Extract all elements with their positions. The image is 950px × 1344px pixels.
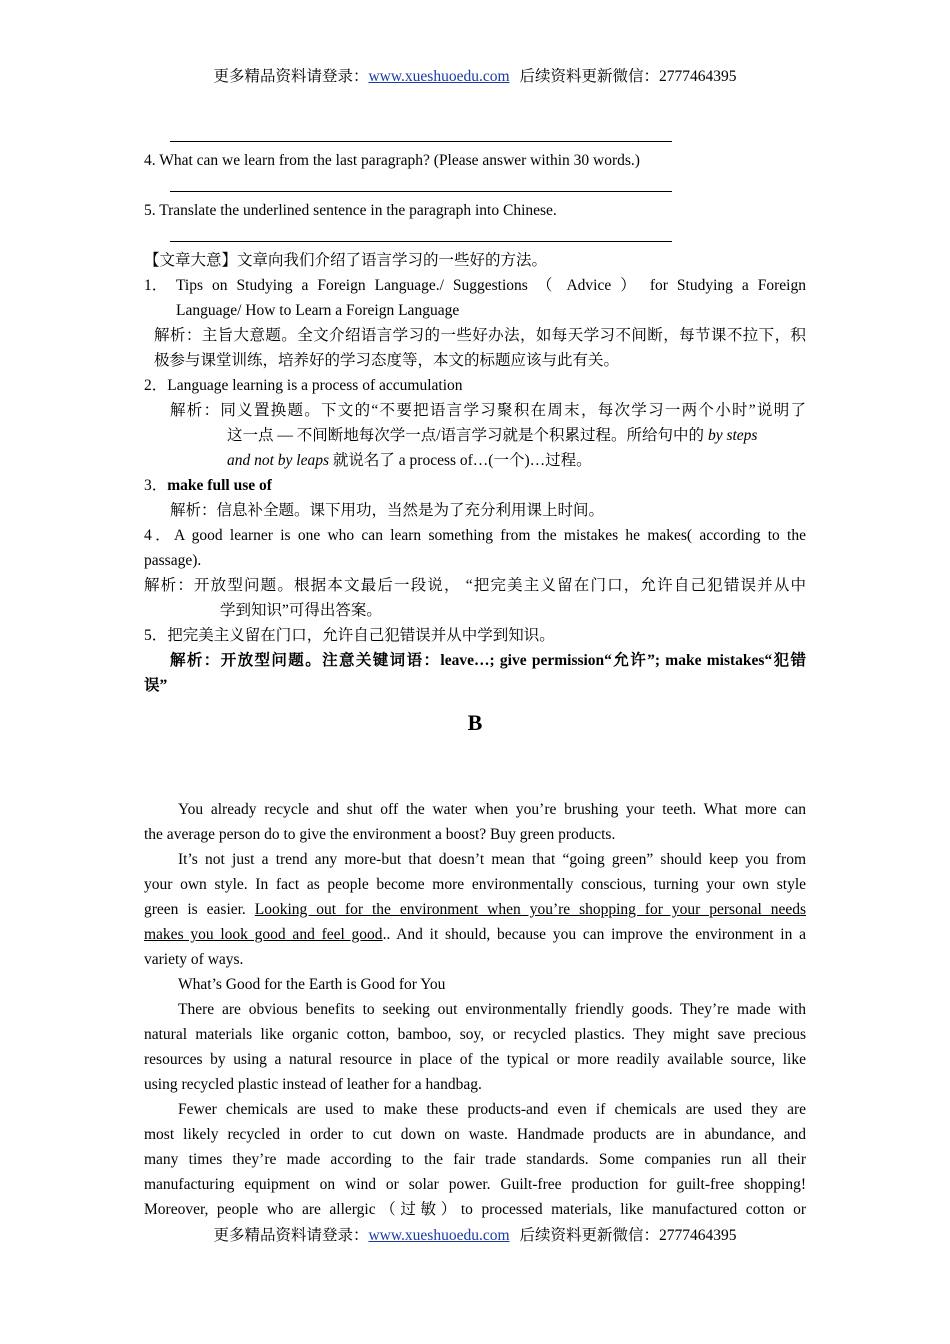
footer-link[interactable]: www.xueshuoedu.com <box>368 1227 510 1244</box>
answer-4-line-1: 4．A good learner is one who can learn something from the mistakes he makes( according to the <box>144 527 806 544</box>
section-title: B <box>467 710 483 735</box>
passage-text: .. And it should, because you can improve the environment in a <box>382 926 806 943</box>
quoted-phrase: by steps <box>707 427 758 444</box>
answer-5: 5．把完美主义留在门口，允许自己犯错误并从中学到知识。 <box>144 627 555 644</box>
answer-4-line-2: passage). <box>144 552 202 569</box>
answer-1-explanation: 解析：主旨大意题。全文介绍语言学习的一些好办法，如每天学习不间断，每节课不拉下，积 <box>154 327 806 344</box>
passage-p1-line-2: the average person do to give the environment a boost? Buy green products. <box>144 826 616 843</box>
answer-5-explanation: 解析：开放型问题。注意关键词语：leave…; give permission“允许”; make mistakes“犯错 <box>170 652 806 669</box>
explanation-text: 就说名了 a process of…(一个)…过程。 <box>332 452 592 469</box>
page-header <box>0 67 950 87</box>
underlined-sentence: makes you look good and feel good <box>144 926 383 943</box>
answer-1-explanation-cont: 极参与课堂训练，培养好的学习态度等，本文的标题应该与此有关。 <box>154 352 620 369</box>
answer-1-line-1: Tips on Studying a Foreign Language./ Suggestions （ Advice ） for Studying a Foreign <box>176 277 806 294</box>
passage-p2-line-1: It’s not just a trend any more-but that doesn’t mean that “going green” should keep you from <box>178 851 806 868</box>
passage-p2-line-4 <box>144 925 806 945</box>
answer-1-number: 1． <box>144 277 168 294</box>
footer-suffix: 后续资料更新微信：2777464395 <box>519 1227 737 1244</box>
explanation-text: 这一点 — 不间断地每次学一点/语言学习就是个积累过程。所给句中的 <box>227 427 705 444</box>
passage-p4-line-3: many times they’re made according to the fair trade standards. Some companies run all their <box>144 1151 806 1168</box>
passage-p3-line-1: There are obvious benefits to seeking out environmentally friendly goods. They’re made with <box>178 1001 806 1018</box>
passage-p4-line-1: Fewer chemicals are used to make these products-and even if chemicals are used they are <box>178 1101 806 1118</box>
passage-p1-line-1: You already recycle and shut off the water when you’re brushing your teeth. What more can <box>178 801 806 818</box>
answer-3 <box>144 476 272 496</box>
underlined-sentence: Looking out for the environment when you’re shopping for your personal needs <box>254 901 806 918</box>
article-summary: 【文章大意】文章向我们介绍了语言学习的一些好的方法。 <box>144 252 548 269</box>
answer-4-explanation: 解析：开放型问题。根据本文最后一段说， “把完美主义留在门口，允许自己犯错误并从中 <box>144 577 806 594</box>
answer-3-explanation: 解析：信息补全题。课下用功，当然是为了充分利用课上时间。 <box>170 502 605 519</box>
answer-line <box>170 241 672 242</box>
question-4: 4. What can we learn from the last paragraph? (Please answer within 30 words.) <box>144 152 640 169</box>
header-link[interactable]: www.xueshuoedu.com <box>368 68 510 85</box>
answer-line <box>170 141 672 142</box>
answer-line <box>170 191 672 192</box>
passage-p3-line-3: resources by using a natural resource in place of the typical or more readily available source, like <box>144 1051 806 1068</box>
passage-p4-line-5: Moreover, people who are allergic（过敏）to processed materials, like manufactured cotton or <box>144 1201 806 1218</box>
page-footer <box>0 1226 950 1246</box>
passage-p2-line-3 <box>144 900 806 920</box>
passage-p2-line-5: variety of ways. <box>144 951 244 968</box>
answer-2-explanation-end <box>227 451 592 471</box>
header-prefix: 更多精品资料请登录： <box>213 68 369 85</box>
answer-3-text: make full use of <box>167 477 272 494</box>
passage-p3-line-4: using recycled plastic instead of leather for a handbag. <box>144 1076 482 1093</box>
passage-text: green is easier. <box>144 901 246 918</box>
passage-p2-line-2: your own style. In fact as people become more environmentally conscious, turning your own style <box>144 876 806 893</box>
passage-p3-line-2: natural materials like organic cotton, bamboo, soy, or recycled plastics. They might save precious <box>144 1026 806 1043</box>
answer-3-number: 3． <box>144 477 168 494</box>
quoted-phrase: and not by leaps <box>227 452 330 469</box>
answer-2-explanation-cont <box>227 426 757 446</box>
passage-p4-line-2: most likely recycled in order to cut down on waste. Handmade products are in abundance, and <box>144 1126 806 1143</box>
footer-prefix: 更多精品资料请登录： <box>213 1227 369 1244</box>
answer-4-explanation-cont: 学到知识”可得出答案。 <box>220 602 382 619</box>
answer-2-explanation: 解析：同义置换题。下文的“不要把语言学习聚积在周末，每次学习一两个小时”说明了 <box>170 402 806 419</box>
answer-1-line-2: Language/ How to Learn a Foreign Language <box>176 302 460 319</box>
passage-subheading: What’s Good for the Earth is Good for You <box>178 976 446 993</box>
question-5: 5. Translate the underlined sentence in the paragraph into Chinese. <box>144 202 557 219</box>
answer-2: 2．Language learning is a process of accumulation <box>144 377 463 394</box>
header-suffix: 后续资料更新微信：2777464395 <box>519 68 737 85</box>
passage-p4-line-4: manufacturing equipment on wind or solar power. Guilt-free production for guilt-free shopping! <box>144 1176 806 1193</box>
answer-5-explanation-cont: 误” <box>144 677 168 694</box>
